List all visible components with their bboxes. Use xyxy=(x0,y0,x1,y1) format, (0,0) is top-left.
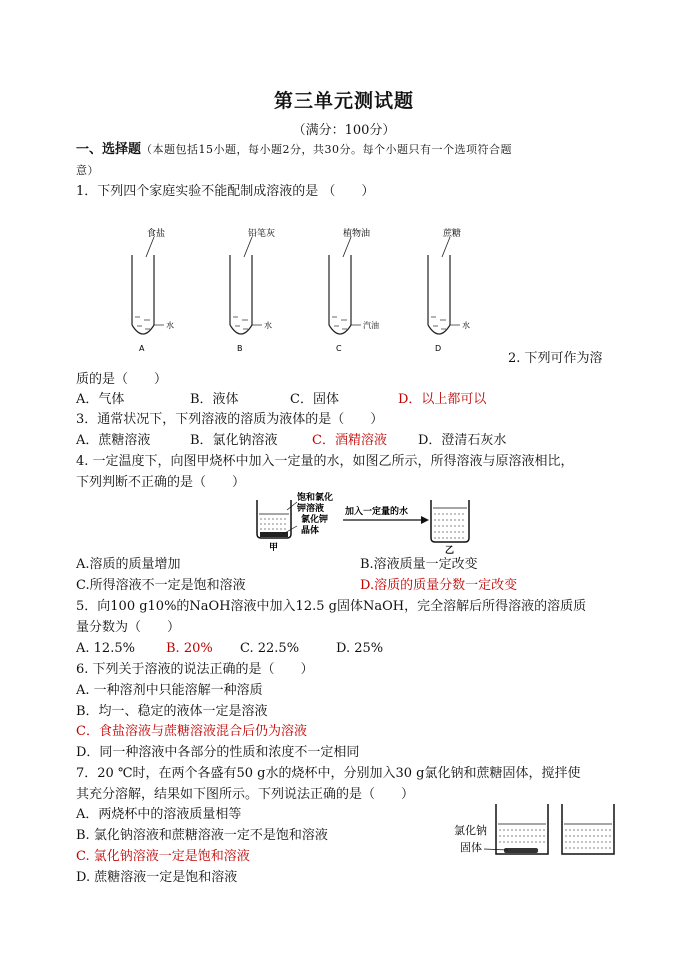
tube-d-letter: D xyxy=(435,344,442,353)
tube-b xyxy=(230,227,275,353)
tube-a-top-label: 食盐 xyxy=(147,229,166,239)
beaker-jia xyxy=(257,500,297,538)
tube-d xyxy=(428,227,470,353)
tube-b-letter: B xyxy=(237,344,243,353)
saturated-solution-label-2: 钾溶液 xyxy=(297,504,325,514)
question-5-stem-line2: 量分数为（ ） xyxy=(76,620,181,635)
question-7-option-d: D. 蔗糖溶液一定是饱和溶液 xyxy=(76,870,238,885)
beaker-sucrose xyxy=(562,804,614,854)
question-3-option-a: A．蔗糖溶液 xyxy=(76,433,151,448)
page-subtitle: （满分：100分） xyxy=(292,123,396,138)
question-2-stem-part1: 2. 下列可作为溶 xyxy=(508,351,603,366)
beaker-yi-label: 乙 xyxy=(445,546,455,554)
crystal-label-1: 氯化钾 xyxy=(301,515,329,525)
sodium-chloride-label-1: 氯化钠 xyxy=(454,824,487,837)
question-5-option-d: D. 25% xyxy=(336,641,384,656)
question-6-option-d: D．同一种溶液中各部分的性质和浓度不一定相同 xyxy=(76,745,360,760)
question-7-option-c: C. 氯化钠溶液一定是饱和溶液 xyxy=(76,849,250,864)
question-6-stem: 6. 下列关于溶液的说法正确的是（ ） xyxy=(76,662,314,677)
section-heading-line xyxy=(76,141,512,159)
question-5-option-c: C. 22.5% xyxy=(240,641,300,656)
question-2-option-b: B．液体 xyxy=(190,392,239,407)
section-heading: 一、选择题 xyxy=(76,142,142,157)
question-7-stem-line1: 7．20 ℃时，在两个各盛有50 g水的烧杯中，分别加入30 g氯化钠和蔗糖固体，搅拌使 xyxy=(76,766,581,781)
tube-b-top-label: 铅笔灰 xyxy=(248,229,276,239)
question-5-stem-line1: 5．向100 g10%的NaOH溶液中加入12.5 g固体NaOH，完全溶解后所得溶液的溶质质 xyxy=(76,599,587,614)
question-3-option-c: C．酒精溶液 xyxy=(312,433,387,448)
question-3-option-d: D．澄清石灰水 xyxy=(418,433,507,448)
question-1-stem: 1．下列四个家庭实验不能配制成溶液的是 （ ） xyxy=(76,184,375,199)
question-4-figure xyxy=(253,490,483,554)
question-2-option-a: A．气体 xyxy=(76,392,125,407)
question-2-stem-part2: 质的是（ ） xyxy=(76,372,168,387)
section-note: （本题包括15小题，每小题2分，共30分。每个小题只有一个选项符合题 xyxy=(141,143,513,156)
question-4-option-a: A.溶质的质量增加 xyxy=(76,557,181,572)
tube-b-side-label: 水 xyxy=(264,321,272,330)
saturated-solution-label-1: 饱和氯化 xyxy=(297,493,334,503)
question-4-stem-line1: 4. 一定温度下，向图甲烧杯中加入一定量的水，如图乙所示，所得溶液与原溶液相比， xyxy=(76,454,574,469)
tube-a-side-label: 水 xyxy=(166,321,174,330)
question-2-option-c: C．固体 xyxy=(290,392,339,407)
crystal-label-2: 晶体 xyxy=(301,526,320,536)
question-4-stem-line2: 下列判断不正确的是（ ） xyxy=(76,475,246,490)
question-3-stem: 3．通常状况下，下列溶液的溶质为液体的是（ ） xyxy=(76,412,384,427)
question-5-option-b: B. 20% xyxy=(166,641,213,656)
question-7-option-b: B. 氯化钠溶液和蔗糖溶液一定不是饱和溶液 xyxy=(76,828,328,843)
tube-c-top-label: 植物油 xyxy=(343,229,371,239)
tube-c-letter: C xyxy=(336,344,342,353)
question-3-option-b: B．氯化钠溶液 xyxy=(190,433,278,448)
sodium-chloride-label-2: 固体 xyxy=(460,841,482,854)
add-water-label: 加入一定量的水 xyxy=(345,507,409,517)
beaker-jia-label: 甲 xyxy=(269,543,279,553)
page-title: 第三单元测试题 xyxy=(273,90,414,112)
beaker-yi xyxy=(431,500,469,542)
question-6-option-c: C．食盐溶液与蔗糖溶液混合后仍为溶液 xyxy=(76,724,307,739)
question-7-figure xyxy=(450,800,622,862)
section-note-cont: 意） xyxy=(76,164,99,177)
question-7-option-a: A．两烧杯中的溶液质量相等 xyxy=(76,807,242,822)
tube-d-side-label: 水 xyxy=(462,321,470,330)
question-4-option-d: D.溶质的质量分数一定改变 xyxy=(360,578,518,593)
beaker-sodium-chloride xyxy=(484,804,548,854)
question-6-option-b: B．均一、稳定的液体一定是溶液 xyxy=(76,704,268,719)
question-7-stem-line2: 其充分溶解，结果如下图所示。下列说法正确的是（ ） xyxy=(76,787,415,802)
tube-c xyxy=(329,227,379,353)
question-4-option-c: C.所得溶液不一定是饱和溶液 xyxy=(76,578,246,593)
tube-c-side-label: 汽油 xyxy=(363,321,379,330)
question-5-option-a: A. 12.5% xyxy=(76,641,135,656)
tube-a-letter: A xyxy=(139,344,145,353)
tube-a xyxy=(132,227,174,353)
question-6-option-a: A. 一种溶剂中只能溶解一种溶质 xyxy=(76,683,263,698)
question-4-option-b: B.溶液质量一定改变 xyxy=(360,557,478,572)
question-2-option-d: D．以上都可以 xyxy=(398,392,487,407)
question-1-figure xyxy=(110,225,490,360)
add-water-arrow xyxy=(343,516,429,524)
tube-d-top-label: 蔗糖 xyxy=(443,229,462,239)
